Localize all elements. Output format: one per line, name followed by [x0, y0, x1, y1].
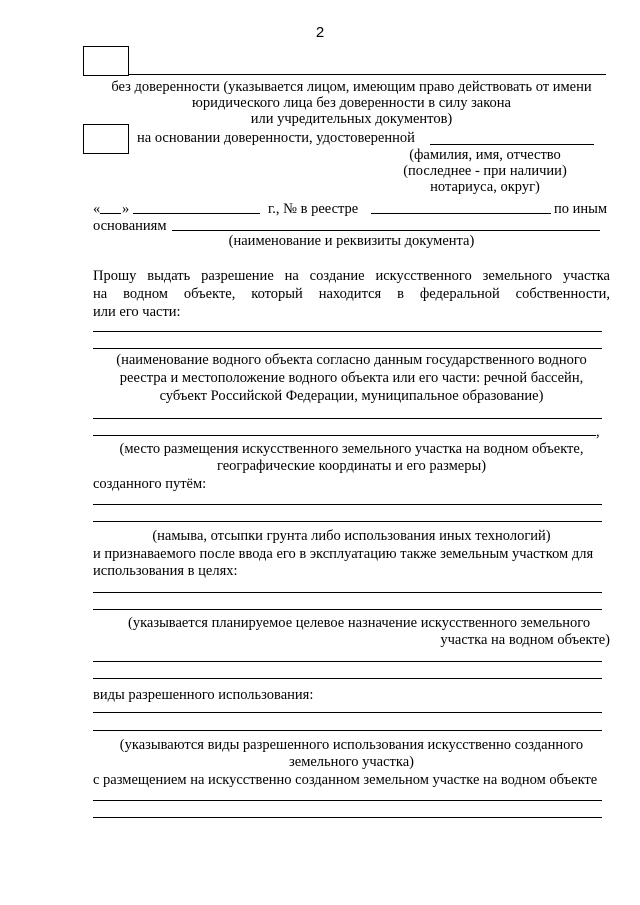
kinds-line-1[interactable] [93, 712, 602, 713]
notary-hint-1: (фамилия, имя, отчество [409, 147, 561, 163]
quote-open: « [93, 201, 101, 217]
request-line-2: на водном объекте, который находится в федеральной собственности, [93, 286, 610, 302]
place-comma: , [596, 424, 600, 440]
kinds-hint-1: (указываются виды разрешенного использования искусственно созданного [119, 737, 584, 753]
water-object-line-2[interactable] [93, 348, 602, 349]
registry-number-line[interactable] [371, 213, 551, 214]
without-poa-line2: юридического лица без доверенности в силу закона [192, 95, 511, 111]
method-line-2[interactable] [93, 521, 602, 522]
water-object-line-1[interactable] [93, 331, 602, 332]
quote-close: » [122, 201, 130, 217]
day-line[interactable] [100, 213, 121, 214]
kinds-label: виды разрешенного использования: [93, 687, 314, 703]
water-hint-2: реестра и местоположение водного объекта или его части: речной бассейн, [119, 370, 584, 386]
poa-notary-line[interactable] [430, 144, 594, 145]
kinds-hint-2: земельного участка) [289, 754, 414, 770]
notary-hint-2: (последнее - при наличии) [403, 163, 567, 179]
doc-hint: (наименование и реквизиты документа) [228, 233, 475, 249]
recognized-line-2: использования в целях: [93, 563, 238, 579]
other-grounds-label-2: основаниям [93, 218, 167, 234]
year-registry-label: г., № в реестре [268, 201, 359, 217]
purpose-hint-2: участка на водном объекте) [440, 632, 610, 648]
created-by-label: созданного путём: [93, 476, 207, 492]
request-paragraph [93, 267, 610, 321]
water-hint-1: (наименование водного объекта согласно данным государственного водного [116, 352, 587, 368]
place-hint-2: географические координаты и его размеры) [216, 458, 487, 474]
checkbox-without-poa[interactable] [83, 46, 129, 76]
without-poa-line3: или учредительных документов) [250, 111, 453, 127]
place-hint-1: (место размещения искусственного земельного участка на водном объекте, [119, 441, 584, 457]
purpose-line-3[interactable] [93, 661, 602, 662]
with-poa-label: на основании доверенности, удостоверенной [137, 130, 415, 146]
placement-line-2[interactable] [93, 817, 602, 818]
water-hint-3: субъект Российской Федерации, муниципальное образование) [159, 388, 544, 404]
kinds-line-2[interactable] [93, 730, 602, 731]
month-year-line[interactable] [133, 213, 260, 214]
purpose-line-1[interactable] [93, 592, 602, 593]
other-grounds-label-1: по иным [554, 201, 608, 217]
recognized-line-1: и признаваемого после ввода его в эксплуатацию также земельным участком для [93, 546, 594, 562]
other-grounds-line[interactable] [172, 230, 600, 231]
placement-label: с размещением на искусственно созданном земельном участке на водном объекте [93, 772, 598, 788]
purpose-line-2[interactable] [93, 609, 602, 610]
place-line-1[interactable] [93, 418, 602, 419]
signatory-line[interactable] [129, 74, 606, 75]
notary-hint-3: нотариуса, округ) [430, 179, 540, 195]
checkbox-with-poa[interactable] [83, 124, 129, 154]
request-line-3: или его части: [93, 304, 181, 320]
request-line-1: Прошу выдать разрешение на создание искусственного земельного участка [93, 268, 610, 284]
place-line-2[interactable] [93, 435, 596, 436]
method-line-1[interactable] [93, 504, 602, 505]
purpose-hint-1: (указывается планируемое целевое назначение искусственного земельного [128, 615, 591, 631]
without-poa-line1: без доверенности (указывается лицом, имеющим право действовать от имени [111, 79, 592, 95]
purpose-line-4[interactable] [93, 678, 602, 679]
tech-hint: (намыва, отсыпки грунта либо использования иных технологий) [152, 528, 551, 544]
placement-line-1[interactable] [93, 800, 602, 801]
page-number: 2 [315, 24, 325, 41]
